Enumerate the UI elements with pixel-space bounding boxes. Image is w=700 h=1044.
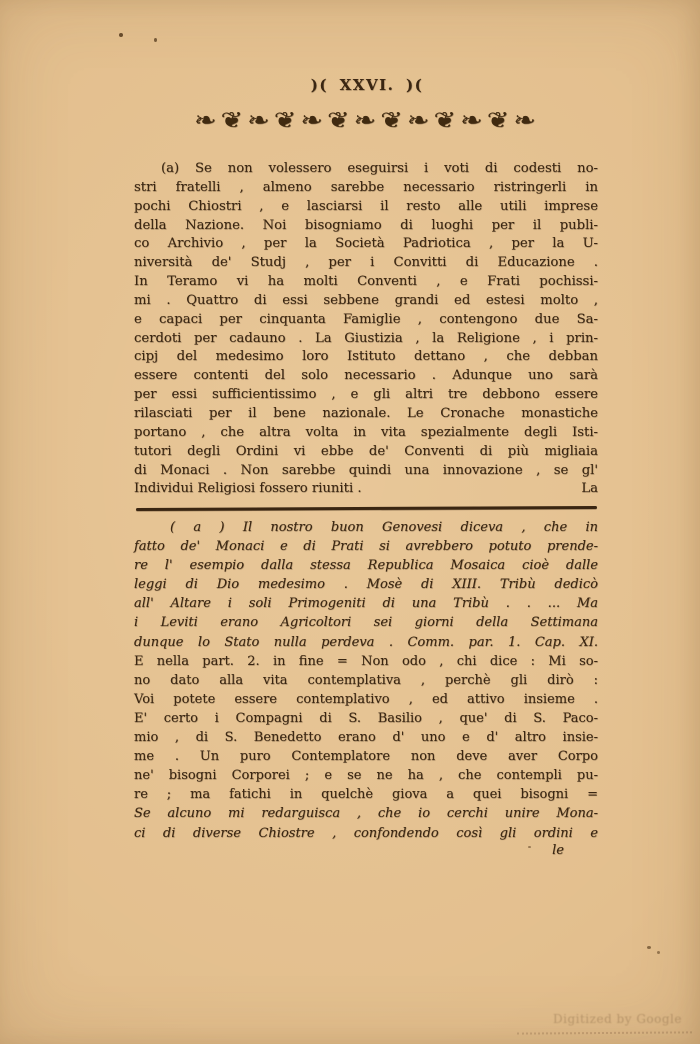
text-line: pochi Chiostri , e lasciarsi il resto alle utili imprese [134,198,598,214]
text-line: rilasciati per il bene nazionale. Le Cronache monastiche [134,405,598,421]
text-line: mio , di S. Benedetto erano d' uno e d' altro insie- [134,730,598,746]
fleuron-ornament-band: ❧❦❧❦❧❦❧❦❧❦❧❦❧ [193,107,541,134]
text-line: E' certo i Compagni di S. Basilio , que' di S. Paco- [134,710,598,726]
text-line: di Monaci . Non sarebbe quindi una innovazione , se gl' [134,462,598,478]
text-line: ( a ) Il nostro buon Genovesi diceva , che in [170,520,598,535]
footnote-block [134,518,598,843]
text-line: me . Un puro Contemplatore non deve aver Corpo [134,749,598,765]
footnote-separator-rule [136,506,597,511]
text-line: re ; ma fatichi in quelchè giova a quei bisogni = [134,787,598,803]
text-line: In Teramo vi ha molti Conventi , e Frati pochissi- [134,274,598,290]
text-line [134,480,598,499]
text-line: leggi di Dio medesimo . Mosè di XIII. Tribù dedicò [134,577,598,593]
text-line: Voi potete essere contemplativo , ed attivo insieme . [134,691,598,707]
scan-artifact-line [517,1031,692,1034]
text-line: co Archivio , per la Società Padriotica , per la U- [134,236,598,252]
catchword: La [581,481,598,497]
text-line: essere contenti del solo necessario . Adunque uno sarà [134,368,598,384]
text-line: mi . Quattro di essi sebbene grandi ed estesi molto , [134,292,598,308]
text-line: all' Altare i soli Primogeniti di una Tribù . . ... Ma [134,596,598,612]
text-line: Se alcuno mi redarguisca , che io cerchi unire Mona- [134,806,598,822]
text-line: no dato alla vita contemplativa , perchè gli dirò : [134,672,598,688]
text-line: ne' bisogni Corporei ; e se ne ha , che contempli pu- [134,768,598,784]
ink-speck [657,951,660,954]
ink-speck [528,846,531,848]
google-watermark: Digitized by Google [553,1012,682,1026]
text-line: per essi sufficientissimo , e gli altri tre debbono essere [134,387,598,403]
text-line: i Leviti erano Agricoltori sei giorni della Settimana [134,615,598,631]
text-line: ci di diverse Chiostre , confondendo così gli ordini e [134,825,598,841]
line-text: Individui Religiosi fossero riuniti . [134,481,362,497]
text-line: tutori degli Ordini vi ebbe de' Conventi di più migliaia [134,443,598,459]
footnote-catchword: le [552,843,564,858]
text-line: della Nazione. Noi bisogniamo di luoghi per il publi- [134,217,598,233]
text-line: fatto de' Monaci e di Prati si avrebbero potuto prende- [134,539,598,555]
text-line: re l' esempio dalla stessa Republica Mosaica cioè dalle [134,558,598,574]
text-line: cipj del medesimo loro Istituto dettano , che debban [134,349,598,365]
text-line: E nella part. 2. in fine = Non odo , chi dice : Mi so- [134,653,598,669]
main-paragraph [134,160,598,499]
text-line: e capaci per cinquanta Famiglie , contengono due Sa- [134,311,598,327]
page-number-header: )( XXVI. )( [310,76,424,94]
text-line: portano , che altra volta in vita spezialmente degli Isti- [134,424,598,440]
ink-speck [647,946,651,949]
text-line: dunque lo Stato nulla perdeva . Comm. par. 1. Cap. XI. [134,634,598,650]
text-line: niversità de' Studj , per i Convitti di Educazione . [134,255,598,271]
text-line: cerdoti per cadauno . La Giustizia , la Religione , i prin- [134,330,598,346]
text-line: stri fratelli , almeno sarebbe necessario ristringerli in [134,179,598,195]
ink-speck [154,38,157,42]
ink-speck [119,33,123,37]
text-line: (a) Se non volessero eseguirsi i voti di codesti no- [161,161,598,176]
